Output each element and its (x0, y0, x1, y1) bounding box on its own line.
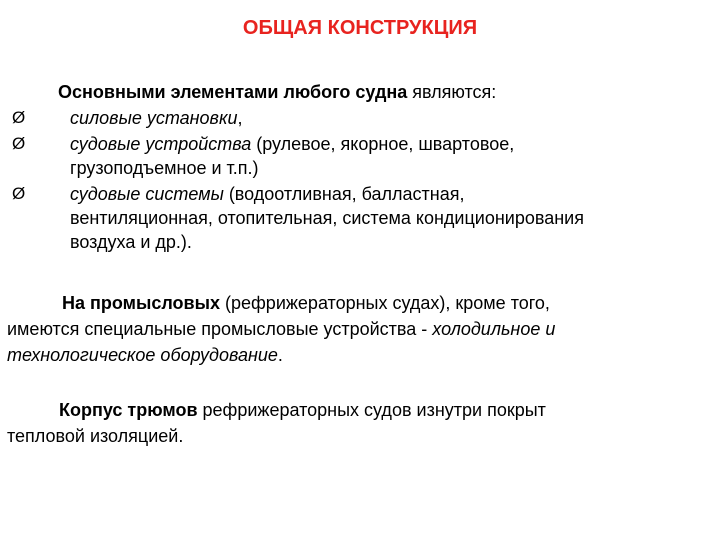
intro-text: являются: (407, 82, 497, 102)
bullet-line (70, 182, 712, 206)
paragraph-fishing-vessels (7, 290, 555, 368)
bullet-text: (рулевое, якорное, швартовое, (251, 134, 515, 154)
bullet-line: вентиляционная, отопительная, система кондиционирования (70, 208, 584, 228)
paragraph-hold-insulation (7, 397, 546, 449)
bullet-italic-term: судовые системы (70, 184, 224, 204)
arrowhead-bullet-icon: Ø (12, 184, 26, 203)
list-item-ship-devices (12, 132, 712, 180)
bullet-text: , (237, 108, 243, 128)
intro-bold-text: Основными элементами любого судна (58, 82, 408, 102)
paragraph-line: тепловой изоляцией. (7, 426, 184, 446)
paragraph-text: . (277, 345, 283, 365)
bullet-line (70, 132, 712, 156)
bullet-italic-term: силовые установки (70, 108, 238, 128)
arrowhead-bullet-icon: Ø (12, 134, 26, 153)
paragraph-line (7, 316, 555, 342)
list-item-power-plants (12, 106, 712, 130)
bullet-line: грузоподъемное и т.п.) (70, 158, 259, 178)
paragraph-line (7, 397, 546, 423)
intro-sentence (58, 80, 496, 104)
elements-list (12, 106, 712, 254)
paragraph-bold-text: На промысловых (62, 293, 220, 313)
paragraph-italic-text: холодильное и (432, 319, 556, 339)
bullet-line: воздуха и др.). (70, 232, 192, 252)
paragraph-text: рефрижераторных судов изнутри покрыт (197, 400, 546, 420)
bullet-text: (водоотливная, балластная, (223, 184, 465, 204)
paragraph-line (7, 290, 555, 316)
arrowhead-bullet-icon: Ø (12, 108, 26, 127)
bullet-italic-term: судовые устройства (70, 134, 252, 154)
paragraph-line (7, 342, 555, 368)
bullet-line (70, 106, 712, 130)
paragraph-bold-text: Корпус трюмов (59, 400, 198, 420)
list-item-ship-systems (12, 182, 712, 254)
slide-title: ОБЩАЯ КОНСТРУКЦИЯ (242, 17, 478, 39)
paragraph-italic-text: технологическое оборудование (7, 345, 278, 365)
paragraph-text: имеются специальные промысловые устройства - (7, 319, 433, 339)
paragraph-text: (рефрижераторных судах), кроме того, (219, 293, 550, 313)
